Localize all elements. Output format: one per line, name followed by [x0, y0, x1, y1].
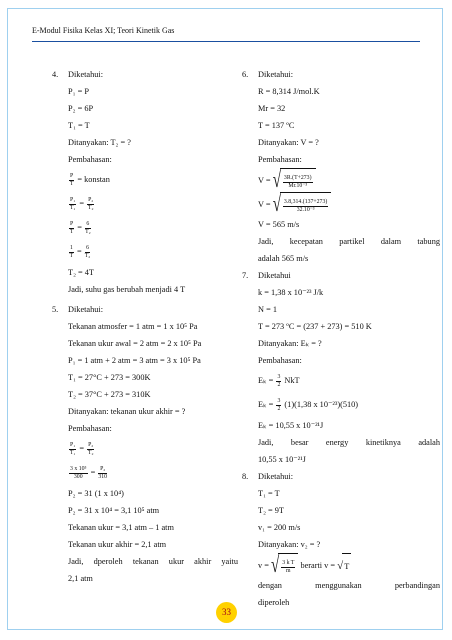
given-label: Diketahui:	[68, 305, 104, 314]
fraction: $\frac{\text{P₂}}{\text{T₂}}$	[87, 196, 94, 211]
page-number-badge: 33	[216, 602, 237, 623]
given-line: P₁ = 1 atm + 2 atm = 3 atm = 3 x 10⁵ Pa	[68, 356, 201, 365]
problem-number: 4.	[52, 70, 59, 79]
equation-line: $\frac{\text{3 x 10⁵}}{300}$ = $\frac{\text{P₂}}{310}$	[70, 465, 108, 480]
equation-line: Eₖ = $\frac{3}{2}$ NkT	[258, 373, 300, 388]
fraction: $\frac{P}{T}$	[69, 172, 74, 187]
fraction: $\frac{6}{\text{T₂}}$	[84, 244, 91, 259]
square-root: √ T	[337, 553, 351, 579]
equation-line: V = √ $\frac{3.8,314.(137+273)}{\text{32.10⁻³}}$	[258, 192, 440, 216]
text-line: Tekanan ukur akhir = 2,1 atm	[68, 540, 167, 549]
equation-line: Eₖ = $\frac{3}{2}$ (1)(1,38 x 10⁻²³)(510)	[258, 397, 359, 412]
given-line: Mr = 32	[258, 104, 286, 113]
problem-5	[52, 301, 238, 587]
problem-4	[52, 66, 238, 298]
fraction: $\frac{3}{2}$	[277, 373, 281, 388]
given-line: T = 273 ºC = (237 + 273) = 510 K	[258, 322, 372, 331]
asked-line: Ditanyakan: V = ?	[258, 138, 319, 147]
text-line: Tekanan ukur = 3,1 atm – 1 atm	[68, 523, 174, 532]
given-line: T₁ = T	[68, 121, 90, 130]
fraction: $\frac{\text{P₁}}{\text{T₁}}$	[69, 196, 76, 211]
equation-line: $\frac{1}{T}$ = $\frac{6}{\text{T₂}}$	[69, 244, 91, 259]
given-line: T = 137 ºC	[258, 121, 295, 130]
conclusion-line: Jadi, dperoleh tekanan ukur akhir yaitu	[68, 557, 238, 566]
given-line: T₁ = T	[258, 489, 280, 498]
equation-line: v = √ $\frac{\text{3 k T}}{m}$ berarti v = √ T	[258, 554, 350, 578]
given-line: T₂ = 37°C + 273 = 310K	[68, 390, 151, 399]
equation-line: P₂ = 31 (1 x 10⁴)	[68, 489, 124, 498]
fraction: $\frac{1}{T}$	[69, 244, 74, 259]
equation-line: P₂ = 31 x 10⁴ = 3,1 10⁵ atm	[68, 506, 160, 515]
asked-line: Ditanyakan: Eₖ = ?	[258, 339, 322, 348]
page-header: E-Modul Fisika Kelas XI; Teori Kinetik Gas	[32, 26, 175, 35]
problem-number: 7.	[242, 271, 249, 280]
equation-line: $\frac{\text{P₁}}{\text{T₁}}$ = $\frac{\text{P₂}}{\text{T₂}}$	[69, 441, 94, 456]
given-line: T₁ = 27°C + 273 = 300K	[68, 373, 151, 382]
conclusion-line: Jadi, kecepatan partikel dalam tabung	[258, 237, 440, 246]
fraction: $\frac{\text{P₂}}{\text{T₂}}$	[87, 441, 94, 456]
fraction: $\frac{6}{\text{T₂}}$	[85, 220, 91, 235]
equation-line	[68, 168, 238, 192]
conclusion-line: adalah 565 m/s	[258, 254, 309, 263]
right-column	[242, 66, 440, 611]
equation-line: V = √ $\frac{3R.(T+273)}{\text{Mr.10⁻³}}$	[258, 168, 440, 192]
conclusion-line: Jadi, besar energy kinetiknya adalah	[258, 438, 440, 447]
problem-number: 5.	[52, 305, 59, 314]
fraction: $\frac{3}{2}$	[277, 397, 281, 412]
problem-number: 8.	[242, 472, 249, 481]
conclusion-line: 2,1 atm	[68, 574, 93, 583]
problem-number: 6.	[242, 70, 249, 79]
square-root: √ $\frac{3R.(T+273)}{\text{Mr.10⁻³}}$	[273, 168, 316, 194]
equation-line: $\frac{P}{T}$ = $\frac{6}{\text{T₂}}$	[69, 220, 91, 235]
square-root: √ $\frac{\text{3 k T}}{m}$	[271, 553, 298, 579]
given-line: k = 1,38 x 10⁻²³ J/k	[258, 288, 324, 297]
solution-label: Pembahasan:	[258, 356, 302, 365]
conclusion-line: 10,55 x 10⁻²¹J	[258, 455, 306, 464]
asked-line: Ditanyakan: T₂ = ?	[68, 138, 131, 147]
fraction: $\frac{\text{3 x 10⁵}}{300}$	[70, 465, 87, 480]
given-line: R = 8,314 J/mol.K	[258, 87, 320, 96]
solution-label: Pembahasan:	[68, 155, 112, 164]
problem-6	[242, 66, 440, 267]
given-line: Tekanan ukur awal = 2 atm = 2 x 10⁵ Pa	[68, 339, 202, 348]
given-line: Tekanan atmosfer = 1 atm = 1 x 10⁵ Pa	[68, 322, 198, 331]
header-rule	[32, 41, 420, 42]
equation-text: = konstan	[77, 175, 110, 184]
fraction: $\frac{P}{T}$	[69, 220, 74, 235]
result-line: Eₖ = 10,55 x 10⁻²¹J	[258, 421, 324, 430]
fraction: $\frac{\text{P₂}}{310}$	[98, 465, 108, 480]
result-line: V = 565 m/s	[258, 220, 300, 229]
square-root: √ $\frac{3.8,314.(137+273)}{\text{32.10⁻³}}$	[273, 192, 332, 218]
solution-label: Pembahasan:	[258, 155, 302, 164]
given-line: N = 1	[258, 305, 277, 314]
given-label: Diketahui:	[258, 472, 294, 481]
given-label: Diketahui	[258, 271, 291, 280]
asked-line: Ditanyakan: tekanan ukur akhir = ?	[68, 407, 186, 416]
given-label: Diketahui:	[68, 70, 104, 79]
given-line: v₁ = 200 m/s	[258, 523, 301, 532]
given-line: P₂ = 6P	[68, 104, 94, 113]
problem-7	[242, 267, 440, 468]
text-line: dengan menggunakan perbandingan	[258, 581, 440, 590]
equation-line: $\frac{\text{P₁}}{\text{T₁}}$ = $\frac{\text{P₂}}{\text{T₂}}$	[69, 196, 94, 211]
given-label: Diketahui:	[258, 70, 294, 79]
given-line: P₁ = P	[68, 87, 89, 96]
solution-label: Pembahasan:	[68, 424, 112, 433]
text-line: diperoleh	[258, 598, 290, 607]
left-column	[52, 66, 238, 587]
conclusion-line: Jadi, suhu gas berubah menjadi 4 T	[68, 285, 186, 294]
result-line: T₂ = 4T	[68, 268, 95, 277]
fraction: $\frac{\text{P₁}}{\text{T₁}}$	[69, 441, 76, 456]
asked-line: Ditanyakan: v₂ = ?	[258, 540, 321, 549]
problem-8	[242, 468, 440, 611]
given-line: T₂ = 9T	[258, 506, 285, 515]
